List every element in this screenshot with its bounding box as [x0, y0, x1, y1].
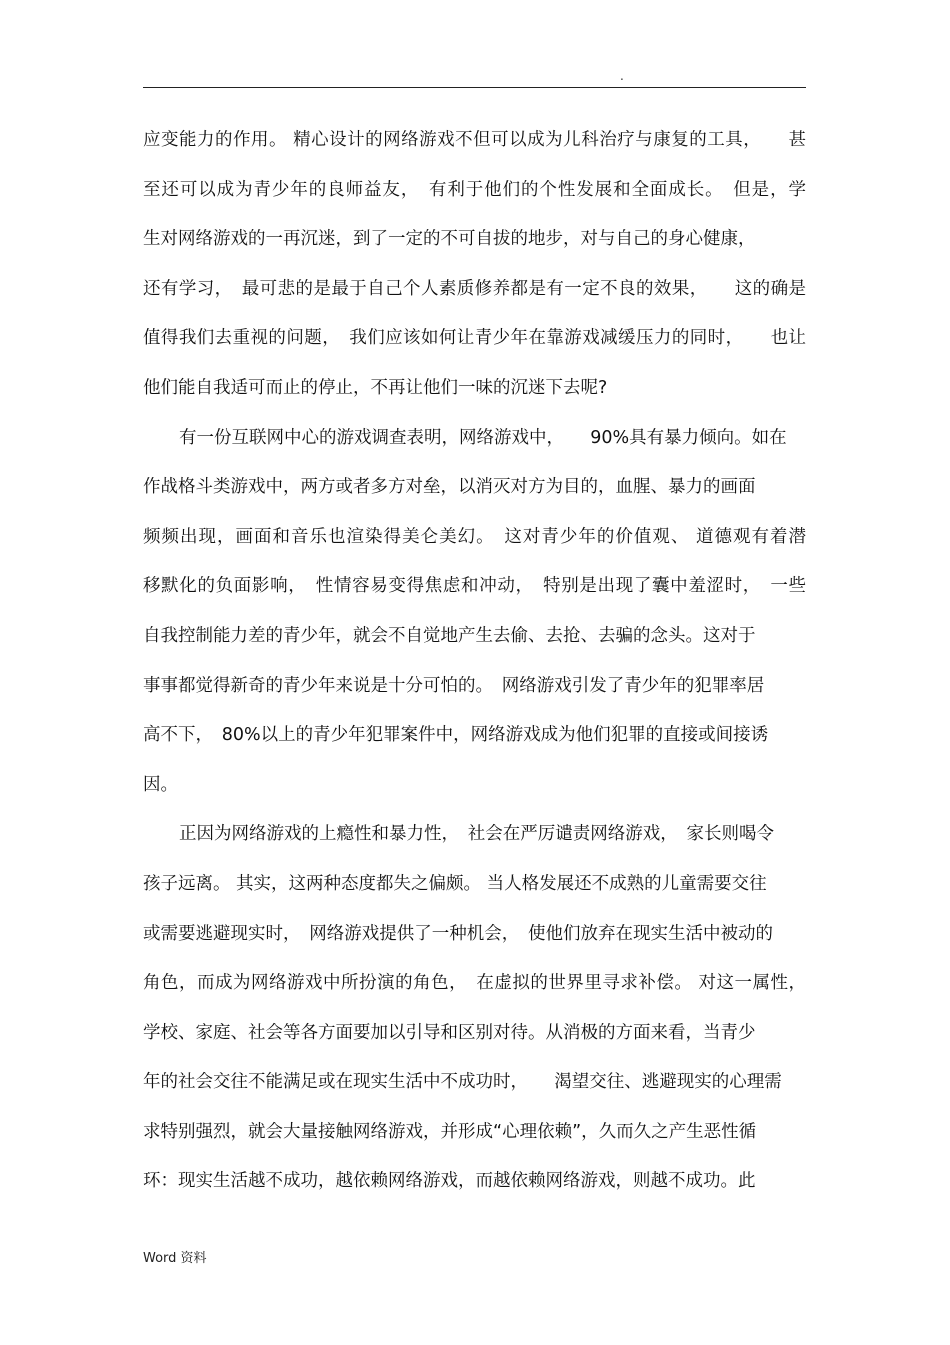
text-line: 事事都觉得新奇的青少年来说是十分可怕的。 网络游戏引发了青少年的犯罪率居	[143, 675, 765, 696]
text-line: 应变能力的作用。 精心设计的网络游戏不但可以成为儿科治疗与康复的工具， 甚	[143, 130, 806, 150]
document-body	[143, 125, 806, 1216]
text-line: 至还可以成为青少年的良师益友， 有利于他们的个性发展和全面成长。 但是，学	[143, 179, 806, 200]
footer-label: Word 资料	[143, 1251, 207, 1266]
text-line: 频频出现，画面和音乐也渲染得美仑美幻。 这对青少年的价值观、 道德观有着潜	[143, 526, 806, 547]
text-line: 自我控制能力差的青少年，就会不自觉地产生去偷、去抢、去骗的念头。这对于	[143, 625, 756, 646]
header-rule	[143, 87, 806, 88]
text-line: 移默化的负面影响， 性情容易变得焦虑和冲动， 特别是出现了囊中羞涩时， 一些	[143, 576, 806, 597]
text-line: 他们能自我适可而止的停止，不再让他们一味的沉迷下去呢?	[143, 377, 608, 398]
text-line: 生对网络游戏的一再沉迷，到了一定的不可自拔的地步，对与自己的身心健康，	[143, 229, 756, 250]
text-line: 环：现实生活越不成功，越依赖网络游戏，而越依赖网络游戏，则越不成功。此	[143, 1171, 756, 1192]
text-line: 孩子远离。 其实，这两种态度都失之偏颇。 当人格发展还不成熟的儿童需要交往	[143, 873, 767, 894]
text-line: 角色，而成为网络游戏中所扮演的角色， 在虚拟的世界里寻求补偿。 对这一属性，	[143, 973, 806, 994]
text-line: 高不下， 80%以上的青少年犯罪案件中，网络游戏成为他们犯罪的直接或间接诱	[143, 725, 769, 746]
text-line: 或需要逃避现实时， 网络游戏提供了一种机会， 使他们放弃在现实生活中被动的	[143, 923, 773, 944]
text-line: 因。	[143, 774, 178, 795]
text-line: 作战格斗类游戏中，两方或者多方对垒，以消灭对方为目的，血腥、暴力的画面	[143, 477, 756, 498]
text-line: 年的社会交往不能满足或在现实生活中不成功时， 渴望交往、逃避现实的心理需	[143, 1072, 782, 1093]
text-line: 值得我们去重视的问题， 我们应该如何让青少年在靠游戏减缓压力的同时， 也让	[143, 328, 806, 349]
paragraph-start-line: 有一份互联网中心的游戏调查表明，网络游戏中， 90%具有暴力倾向。如在	[179, 427, 787, 448]
text-line: 求特别强烈，就会大量接触网络游戏，并形成“心理依赖”，久而久之产生恶性循	[143, 1121, 757, 1142]
paragraph-start-line: 正因为网络游戏的上瘾性和暴力性， 社会在严厉谴责网络游戏， 家长则喝令	[179, 824, 774, 845]
text-line: 学校、家庭、社会等各方面要加以引导和区别对待。从消极的方面来看，当青少	[143, 1022, 756, 1043]
text-line: 还有学习， 最可悲的是最于自己个人素质修养都是有一定不良的效果， 这的确是	[143, 278, 806, 299]
header-dot: .	[620, 69, 624, 83]
